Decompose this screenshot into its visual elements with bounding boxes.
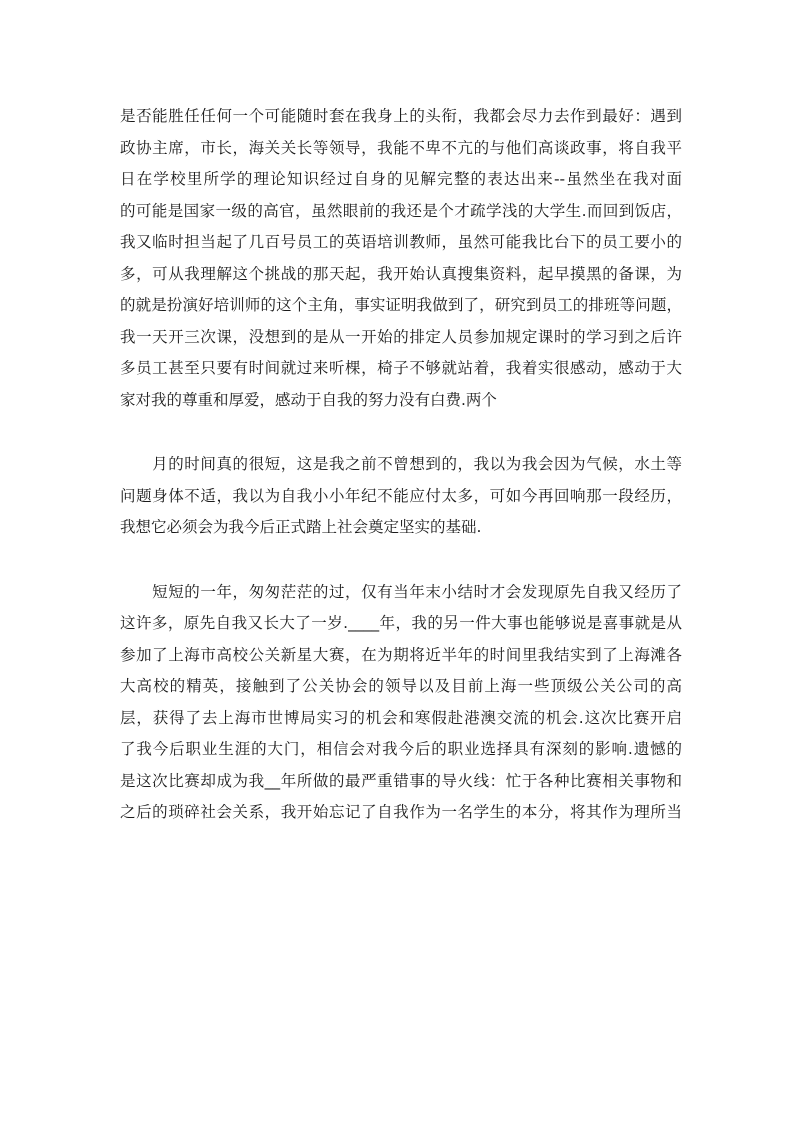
paragraph-1 [120, 101, 682, 416]
text-line: 了我今后职业生涯的大门，相信会对我今后的职业选择具有深刻的影响.遗憾的 [120, 740, 682, 758]
text-line: 这许多，原先自我又长大了一岁.____年，我的另一件大事也能够说是喜事就是从 [120, 614, 682, 632]
text-line: 之后的琐碎社会关系，我开始忘记了自我作为一名学生的本分，将其作为理所当 [120, 803, 682, 821]
text-line: 是否能胜任任何一个可能随时套在我身上的头衔，我都会尽力去作到最好：遇到 [120, 107, 682, 125]
text-line: 大高校的精英，接触到了公关协会的领导以及目前上海一些顶级公关公司的高 [120, 677, 682, 695]
text-line: 问题身体不适，我以为自我小小年纪不能应付太多，可如今再回响那一段经历， [120, 486, 682, 505]
text-line: 家对我的尊重和厚爱，感动于自我的努力没有白费.两个 [120, 390, 497, 409]
text-line: 的可能是国家一级的高官，虽然眼前的我还是个才疏学浅的大学生.而回到饭店， [120, 201, 682, 220]
text-line: 短短的一年，匆匆茫茫的过，仅有当年末小结时才会发现原先自我又经历了 [120, 582, 682, 601]
text-line: 日在学校里所学的理论知识经过自身的见解完整的表达出来--虽然坐在我对面 [120, 170, 682, 188]
text-line: 的就是扮演好培训师的这个主角，事实证明我做到了，研究到员工的排班等问题， [120, 296, 682, 314]
paragraph-2 [120, 449, 682, 544]
text-line: 月的时间真的很短，这是我之前不曾想到的，我以为我会因为气候，水土等 [120, 455, 682, 473]
text-line: 层，获得了去上海市世博局实习的机会和寒假赴港澳交流的机会.这次比赛开启 [120, 708, 682, 727]
text-line: 多，可从我理解这个挑战的那天起，我开始认真搜集资料，起早摸黑的备课，为 [120, 264, 682, 283]
text-line: 参加了上海市高校公关新星大赛，在为期将近半年的时间里我结实到了上海滩各 [120, 645, 682, 664]
text-line: 是这次比赛却成为我__年所做的最严重错事的导火线：忙于各种比赛相关事物和 [120, 771, 682, 790]
text-line: 我又临时担当起了几百号员工的英语培训教师，虽然可能我比台下的员工要小的 [120, 233, 682, 251]
paragraph-3 [120, 577, 682, 829]
text-line: 我想它必须会为我今后正式踏上社会奠定坚实的基础. [120, 518, 482, 536]
text-line: 我一天开三次课，没想到的是从一开始的排定人员参加规定课时的学习到之后许 [120, 327, 682, 346]
document-page [120, 101, 682, 829]
text-line: 多员工甚至只要有时间就过来听棵，椅子不够就站着，我着实很感动，感动于大 [120, 359, 682, 377]
text-line: 政协主席，市长，海关关长等领导，我能不卑不亢的与他们高谈政事，将自我平 [120, 138, 682, 157]
